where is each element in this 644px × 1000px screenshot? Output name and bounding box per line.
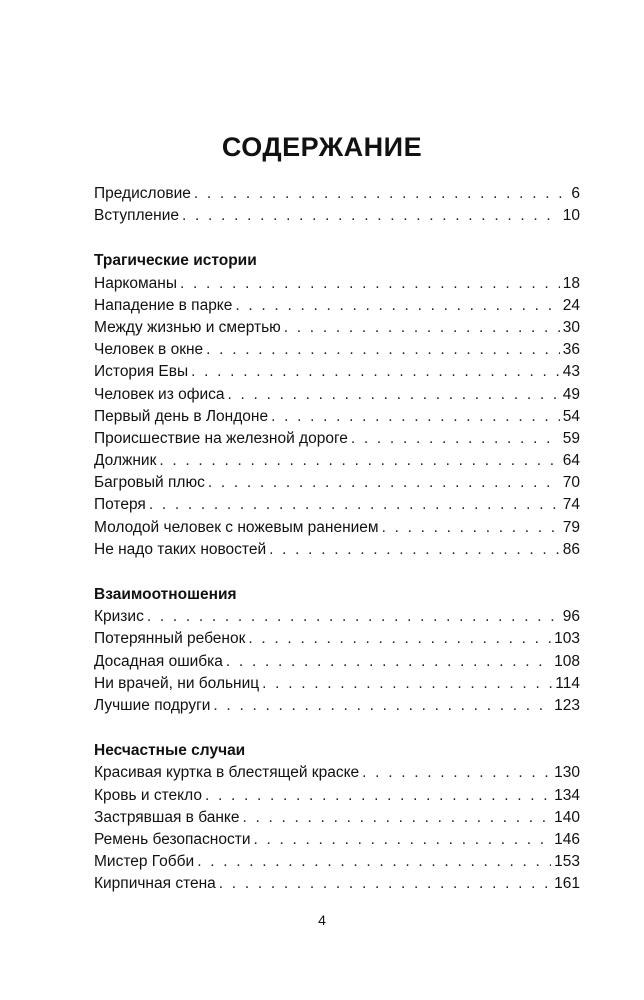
dot-leader: [213, 695, 551, 717]
toc-entry-page: 64: [562, 452, 580, 470]
dot-leader: [382, 517, 560, 539]
dot-leader: [205, 785, 551, 807]
dot-leader: [351, 428, 560, 450]
toc-entry-title: Должник: [94, 452, 157, 470]
dot-leader: [219, 873, 551, 895]
dot-leader: [228, 384, 560, 406]
toc-entry-page: 43: [562, 363, 580, 381]
toc-entry-title: Человек из офиса: [94, 385, 225, 403]
dot-leader: [269, 539, 560, 561]
toc-entry-page: 59: [562, 429, 580, 447]
toc-entry: [94, 539, 580, 561]
toc-entry-title: История Евы: [94, 363, 189, 381]
toc-entry: [94, 384, 580, 406]
dot-leader: [271, 406, 560, 428]
dot-leader: [194, 183, 569, 205]
toc-entry: [94, 472, 580, 494]
toc-entry: [94, 762, 580, 784]
toc-entry: [94, 673, 580, 695]
toc-entry-title: Происшествие на железной дороге: [94, 429, 348, 447]
dot-leader: [242, 807, 551, 829]
toc-entry: [94, 517, 580, 539]
dot-leader: [159, 450, 559, 472]
toc-entry-page: 153: [554, 853, 580, 871]
toc-entry: [94, 295, 580, 317]
toc-entry: [94, 361, 580, 383]
dot-leader: [208, 472, 560, 494]
dot-leader: [147, 606, 560, 628]
toc-entry-title: Вступление: [94, 207, 180, 225]
toc-entry-page: 79: [562, 518, 580, 536]
toc-entry-page: 18: [562, 274, 580, 292]
dot-leader: [284, 317, 560, 339]
toc-entry-page: 103: [554, 630, 580, 648]
toc-entry-title: Ремень безопасности: [94, 830, 251, 848]
dot-leader: [362, 762, 551, 784]
toc-entry-page: 114: [555, 674, 580, 692]
dot-leader: [248, 628, 551, 650]
toc-entry-title: Между жизнью и смертью: [94, 318, 281, 336]
toc-entry-title: Наркоманы: [94, 274, 177, 292]
section-heading: Несчастные случаи: [94, 742, 246, 760]
section-heading: Трагические истории: [94, 252, 257, 270]
toc-entry-title: Кирпичная стена: [94, 875, 216, 893]
dot-leader: [226, 651, 551, 673]
toc-entry-title: Первый день в Лондоне: [94, 407, 269, 425]
toc-entry: [94, 183, 580, 205]
toc-entry: [94, 807, 580, 829]
toc-entry-page: 134: [554, 786, 580, 804]
toc-entry: [94, 428, 580, 450]
dot-leader: [253, 829, 551, 851]
toc-entry-page: 108: [554, 652, 580, 670]
toc-entry-page: 161: [554, 875, 580, 893]
toc-entry: [94, 829, 580, 851]
toc-entry-page: 96: [562, 608, 580, 626]
toc-entry: [94, 317, 580, 339]
dot-leader: [206, 339, 560, 361]
toc-entry: [94, 628, 580, 650]
toc-entry-title: Лучшие подруги: [94, 696, 211, 714]
toc-entry-page: 146: [554, 830, 580, 848]
toc-entry-page: 140: [554, 808, 580, 826]
toc-entry-page: 74: [562, 496, 580, 514]
toc-entry: [94, 873, 580, 895]
toc-entry-title: Досадная ошибка: [94, 652, 223, 670]
toc-entry: [94, 450, 580, 472]
toc-entry: [94, 695, 580, 717]
toc-entry: [94, 785, 580, 807]
page-number: 4: [318, 912, 326, 928]
toc-entry-title: Потеря: [94, 496, 146, 514]
toc-entry-page: 123: [554, 696, 580, 714]
toc-entry-title: Ни врачей, ни больниц: [94, 674, 260, 692]
table-of-contents: [94, 183, 580, 895]
toc-entry: [94, 606, 580, 628]
toc-entry-page: 86: [562, 540, 580, 558]
toc-entry-page: 49: [562, 385, 580, 403]
toc-entry-title: Мистер Гобби: [94, 853, 195, 871]
toc-entry: [94, 339, 580, 361]
toc-entry: [94, 205, 580, 227]
toc-entry-page: 54: [562, 407, 580, 425]
toc-entry: [94, 651, 580, 673]
toc-entry-page: 6: [571, 185, 580, 202]
dot-leader: [180, 273, 560, 295]
toc-entry: [94, 494, 580, 516]
toc-entry-title: Кровь и стекло: [94, 786, 202, 804]
page-title: СОДЕРЖАНИЕ: [221, 132, 423, 162]
section-heading: Взаимоотношения: [94, 586, 237, 603]
toc-entry-page: 30: [562, 318, 580, 336]
toc-entry-page: 10: [562, 207, 580, 225]
toc-entry-title: Не надо таких новостей: [94, 540, 267, 558]
toc-entry: [94, 851, 580, 873]
toc-entry-page: 24: [562, 296, 580, 314]
dot-leader: [235, 295, 559, 317]
toc-entry-page: 36: [562, 341, 580, 359]
toc-entry-title: Предисловие: [94, 185, 191, 202]
toc-entry-title: Застрявшая в банке: [94, 808, 240, 826]
dot-leader: [262, 673, 552, 695]
toc-entry-title: Красивая куртка в блестящей краске: [94, 764, 360, 782]
dot-leader: [182, 205, 560, 227]
toc-entry-title: Нападение в парке: [94, 296, 233, 314]
dot-leader: [197, 851, 551, 873]
dot-leader: [149, 494, 560, 516]
toc-entry-page: 70: [562, 474, 580, 492]
toc-entry-title: Потерянный ребенок: [94, 630, 246, 648]
toc-entry-title: Молодой человек с ножевым ранением: [94, 518, 379, 536]
toc-entry-title: Багровый плюс: [94, 474, 205, 492]
toc-entry: [94, 273, 580, 295]
toc-entry-page: 130: [554, 764, 580, 782]
toc-entry-title: Человек в окне: [94, 341, 204, 359]
dot-leader: [191, 361, 560, 383]
toc-entry-title: Кризис: [94, 608, 144, 626]
toc-entry: [94, 406, 580, 428]
